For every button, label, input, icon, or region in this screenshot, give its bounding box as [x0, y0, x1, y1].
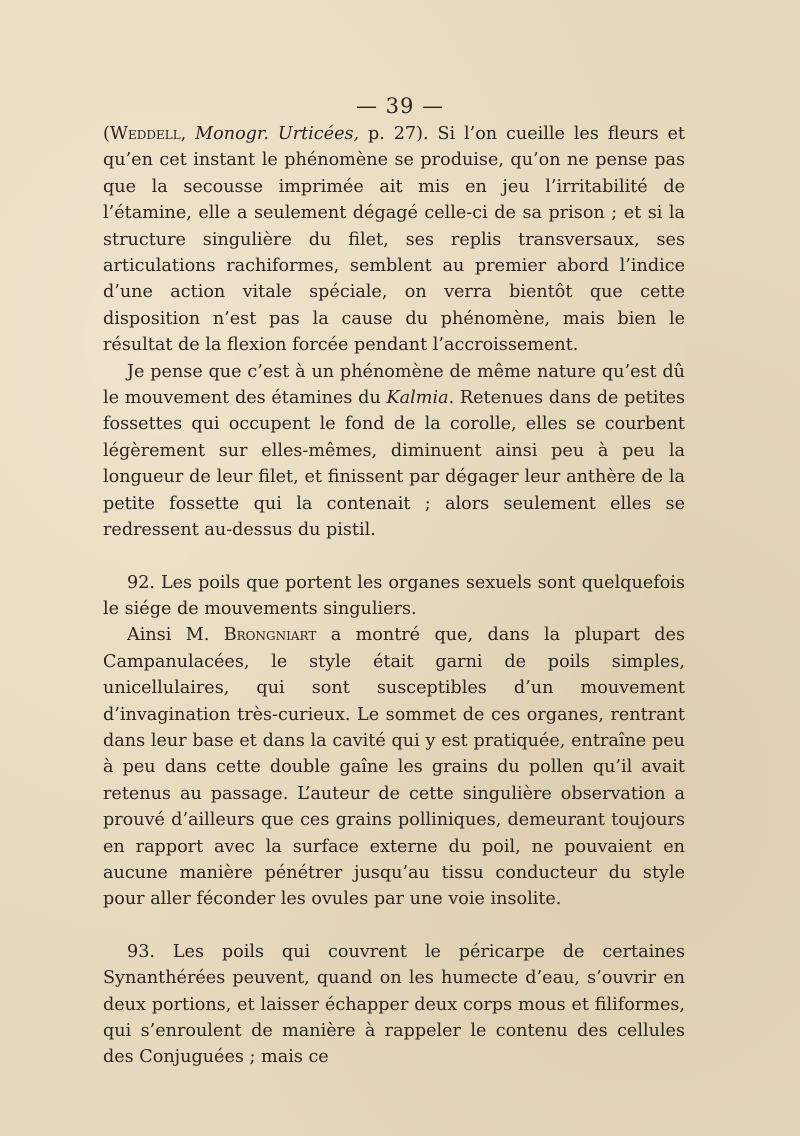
- section-gap: [103, 913, 685, 939]
- author-name: Weddell: [109, 124, 181, 144]
- text-run: a montré que, dans la plupart des Campanulacées, le style était garni de poils simples, unicellulaires, qui sont susceptibles d’un mouvement d’invagination très-curieux. Le sommet de ces organes, rentrant dans leur base et dans la cavité qui y est pratiquée, entraîne peu à peu dans cette double gaîne les grains du pollen qu’il avait retenus au passage. L’auteur de cette singulière observation a prouvé d’ailleurs que ces grains polliniques, demeurant toujours en rapport avec la surface externe du poil, ne pouvaient en aucune manière pénétrer jusqu’au tissu conducteur du style pour aller féconder les ovules par une voie insolite.: [103, 625, 685, 910]
- paragraph-continuation: [103, 121, 685, 359]
- page-number: — 39 —: [355, 94, 445, 118]
- text-run: . Retenues dans de petites fossettes qui occupent le fond de la corolle, elles se courbent légèrement sur elles-mêmes, diminuent ainsi peu à peu la longueur de leur filet, et finissent par dégager leur anthère de la petite fossette qui la contenait ; alors seulement elles se redressent au-dessus du pistil.: [103, 388, 686, 541]
- text-run: p. 27). Si l’on cueille les fleurs et qu’en cet instant le phénomène se produise, qu’on ne pense pas que la secousse imprimée ait mis en jeu l’irritabilité de l’étamine, elle a seulement dégagé celle-ci de sa prison ; et si la structure singulière du filet, ses replis transversaux, ses articulations rachiformes, semblent au premier abord l’indice d’une action vitale spéciale, on verra bientôt que cette disposition n’est pas la cause du phénomène, mais bien le résultat de la flexion forcée pendant l’accroissement.: [103, 124, 685, 356]
- paragraph-brongniart: [103, 622, 685, 912]
- paragraph-kalmia: [103, 359, 685, 544]
- text-run: ,: [180, 124, 196, 144]
- genus-name: Kalmia: [386, 388, 449, 409]
- text-run: Je pense que c’est à un phénomène de même nature qu’est dû le mouvement des étamines du: [103, 361, 685, 409]
- cited-work: Monogr. Urticées,: [195, 124, 360, 144]
- author-name: Brongniart: [223, 625, 317, 646]
- section-92: 92. Les poils que portent les organes sexuels sont quelquefois le siége de mouvements singuliers.: [103, 572, 685, 619]
- text-run: Ainsi M.: [127, 625, 224, 646]
- text-run: (: [103, 124, 110, 144]
- section-gap: [103, 544, 685, 570]
- page-body: [103, 121, 685, 1071]
- section-93: 93. Les poils qui couvrent le péricarpe de certaines Synanthérées peuvent, quand on les humecte d’eau, s’ouvrir en deux portions, et laisser échapper deux corps mous et filiformes, qui s’enroulent de manière à rappeler le contenu des cellules des Conjuguées ; mais ce: [103, 941, 685, 1068]
